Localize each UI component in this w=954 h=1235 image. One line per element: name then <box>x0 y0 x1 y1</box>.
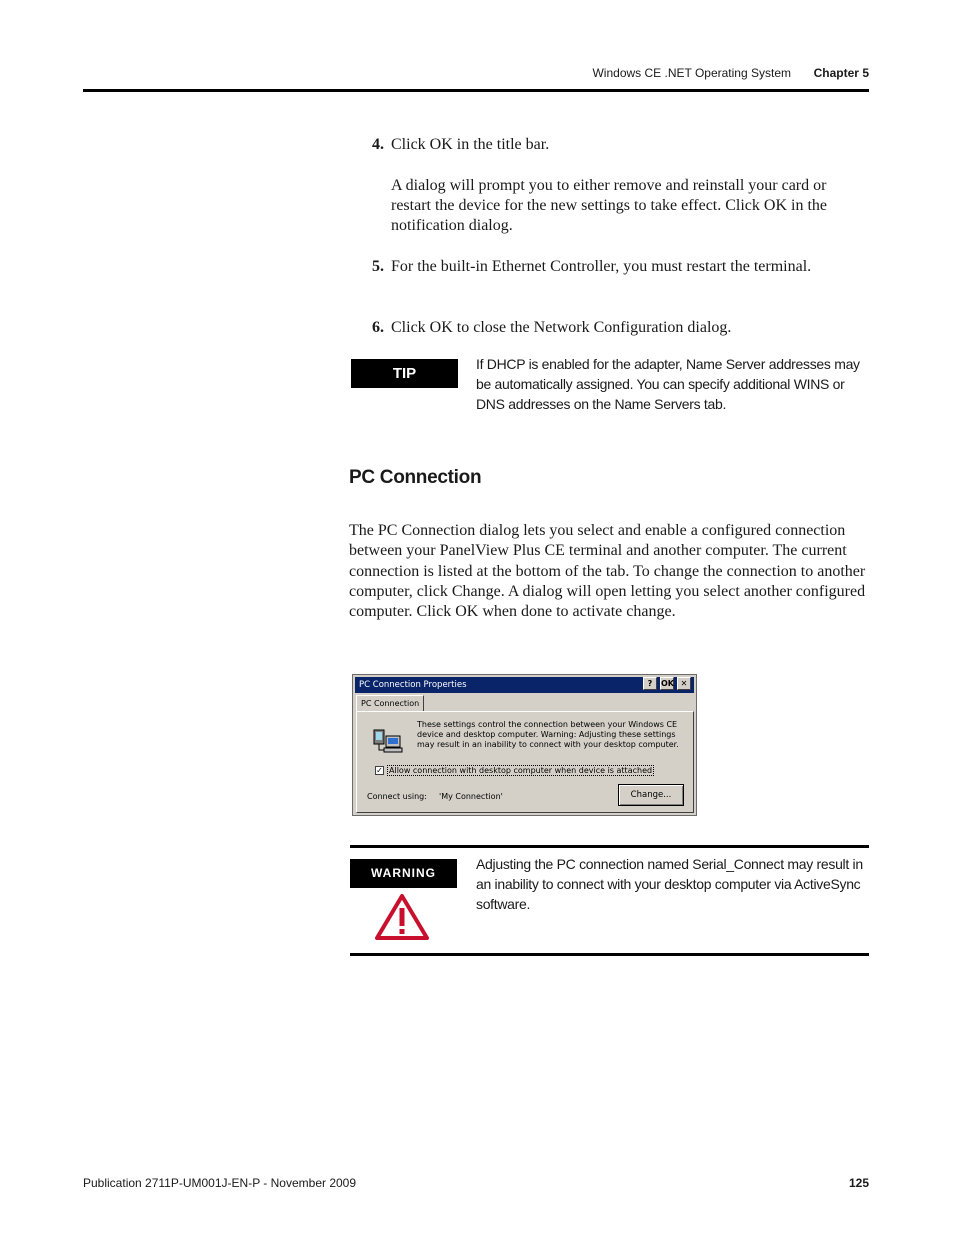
connection-name: 'My Connection' <box>439 792 503 801</box>
pc-connection-icon <box>373 726 403 754</box>
step-text: A dialog will prompt you to either remove and reinstall your card or restart the device for the new settings to take effect. Click OK in the notification dialog. <box>391 177 827 234</box>
footer-publication: Publication 2711P-UM001J-EN-P - November 2009 <box>83 1176 357 1190</box>
step-text: Click OK to close the Network Configuration dialog. <box>391 319 732 336</box>
step-number: 5. <box>372 258 384 275</box>
warning-bottom-rule <box>350 953 869 956</box>
warning-text: Adjusting the PC connection named Serial_Connect may result in an inability to connect with your desktop computer via ActiveSync software. <box>476 856 863 912</box>
checkbox-check-icon[interactable]: ✓ <box>376 766 383 775</box>
section-heading: PC Connection <box>349 467 482 488</box>
help-button[interactable]: ? <box>643 677 657 690</box>
warning-top-rule <box>350 845 869 848</box>
tab-panel <box>356 711 694 813</box>
warning-badge: WARNING <box>350 859 457 888</box>
ok-button[interactable]: OK <box>661 679 674 688</box>
tab-pc-connection[interactable]: PC Connection <box>356 695 424 711</box>
step-text: Click OK in the title bar. <box>391 136 550 153</box>
tip-text: If DHCP is enabled for the adapter, Name Server addresses may be automatically assigned. You can specify additional WINS or DNS addresses on the Name Servers tab. <box>476 356 860 412</box>
step-number: 4. <box>372 136 384 153</box>
warning-triangle-icon <box>374 893 430 941</box>
pc-connection-dialog <box>352 674 697 816</box>
dialog-title: PC Connection Properties <box>359 680 467 690</box>
checkbox-label: Allow connection with desktop computer when device is attached <box>389 766 653 775</box>
dialog-description: These settings control the connection between your Windows CE device and desktop computer. Warning: Adjusting these settings may result in an inability to connect with your desktop computer. <box>417 720 679 749</box>
section-body: The PC Connection dialog lets you select and enable a configured connection between your PanelView Plus CE terminal and another computer. The current connection is listed at the bottom of the tab. To change the connection to another computer, click Change. A dialog will open letting you select another configured computer. Click OK when done to activate change. <box>349 522 866 621</box>
footer-page-number: 125 <box>848 1176 869 1190</box>
change-button[interactable]: Change... <box>618 784 684 806</box>
close-button[interactable]: ✕ <box>677 677 691 690</box>
step-number: 6. <box>372 319 384 336</box>
header-rule <box>83 89 869 92</box>
running-header-chapter: Chapter 5 <box>813 66 869 80</box>
running-header-section: Windows CE .NET Operating System <box>592 66 791 80</box>
allow-connection-checkbox[interactable] <box>375 765 654 776</box>
connect-using-label: Connect using: <box>367 792 427 801</box>
step-text: For the built-in Ethernet Controller, you must restart the terminal. <box>391 258 812 275</box>
tip-badge: TIP <box>351 359 458 388</box>
